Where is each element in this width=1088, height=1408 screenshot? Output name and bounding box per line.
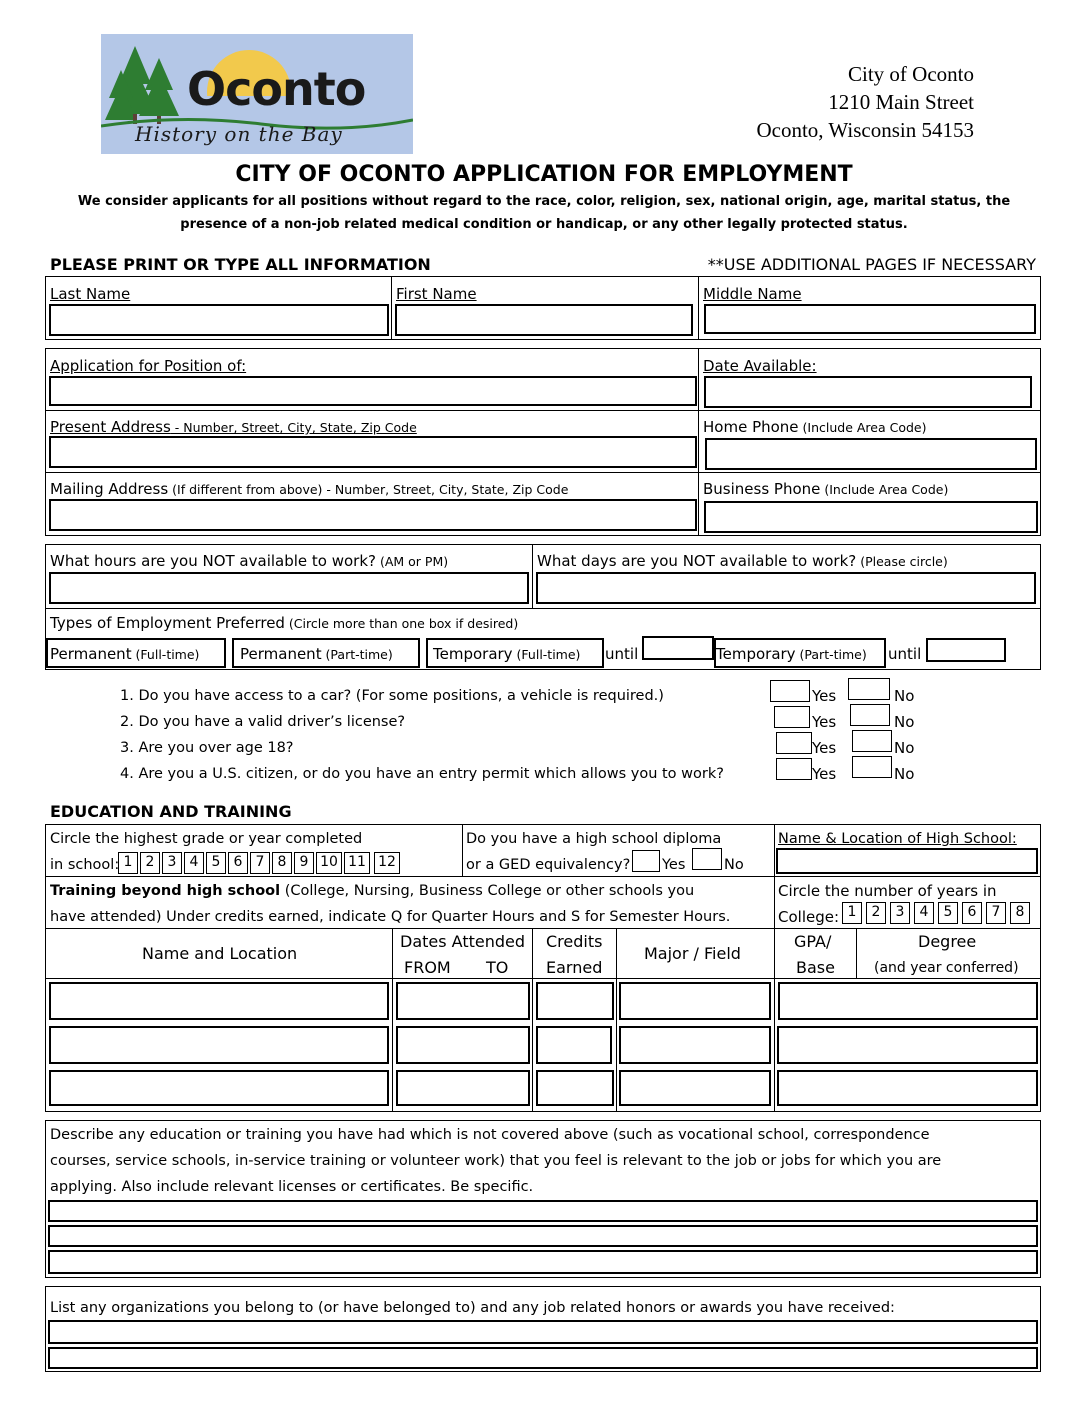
date-available-label: Date Available: <box>703 357 817 375</box>
grade-option[interactable]: 1 <box>118 852 138 874</box>
q1-no-label: No <box>894 687 915 705</box>
present-address-label: Present Address - Number, Street, City, State, Zip Code <box>50 418 417 436</box>
edu-row3-credits-input[interactable] <box>536 1070 614 1106</box>
high-school-input[interactable] <box>776 848 1038 874</box>
grade-label-line2: in school: <box>50 857 120 873</box>
q4-yes-checkbox[interactable] <box>776 758 812 780</box>
diploma-label-line2: or a GED equivalency? <box>466 857 631 873</box>
edu-row3-name-input[interactable] <box>49 1070 389 1106</box>
until-label-1: until <box>605 645 639 663</box>
home-phone-input[interactable] <box>705 438 1037 470</box>
logo-tagline: History on the Bay <box>135 122 343 146</box>
last-name-input[interactable] <box>49 304 389 336</box>
grade-option[interactable]: 9 <box>294 852 314 874</box>
q3-yes-checkbox[interactable] <box>776 732 812 754</box>
col-header-earned: Earned <box>546 958 603 977</box>
edu-row1-credits-input[interactable] <box>536 982 614 1020</box>
organizations-input-line2[interactable] <box>48 1347 1038 1369</box>
q1-yes-label: Yes <box>812 687 837 705</box>
col-header-major: Major / Field <box>644 944 741 963</box>
edu-row3-major-input[interactable] <box>619 1070 771 1106</box>
q3-no-checkbox[interactable] <box>852 730 892 752</box>
instruction-print: PLEASE PRINT OR TYPE ALL INFORMATION <box>50 255 431 274</box>
grade-option[interactable]: 11 <box>344 852 370 874</box>
col-header-degree-hint: (and year conferred) <box>874 960 1019 976</box>
logo-name: Oconto <box>187 62 366 116</box>
diploma-no-label: No <box>724 857 744 873</box>
col-header-base: Base <box>796 958 835 977</box>
address-line2: 1210 Main Street <box>828 90 974 114</box>
q1-yes-checkbox[interactable] <box>770 680 810 702</box>
until-label-2: until <box>888 645 922 663</box>
grade-label-line1: Circle the highest grade or year completed <box>50 831 363 847</box>
college-years-label-line2: College: <box>778 908 840 926</box>
grade-option[interactable]: 8 <box>272 852 292 874</box>
first-name-input[interactable] <box>395 304 693 336</box>
q2-yes-checkbox[interactable] <box>774 706 810 728</box>
date-available-input[interactable] <box>704 376 1032 408</box>
middle-name-input[interactable] <box>704 304 1036 334</box>
position-input[interactable] <box>49 376 697 406</box>
q4-no-checkbox[interactable] <box>852 756 892 778</box>
permanent-part-time-label: Permanent (Part-time) <box>240 645 393 663</box>
describe-line2: courses, service schools, in-service training or volunteer work) that you feel is relevant to the job or jobs for which you are <box>50 1153 942 1169</box>
grade-option[interactable]: 2 <box>140 852 160 874</box>
col-header-to: TO <box>486 958 509 977</box>
employment-types-label: Types of Employment Preferred (Circle more than one box if desired) <box>50 614 519 632</box>
describe-line1: Describe any education or training you have had which is not covered above (such as vocational school, correspondence <box>50 1127 930 1143</box>
edu-row2-name-input[interactable] <box>49 1026 389 1064</box>
grade-option[interactable]: 4 <box>184 852 204 874</box>
college-year-option[interactable]: 3 <box>890 902 910 924</box>
q1-no-checkbox[interactable] <box>848 678 890 700</box>
grade-option[interactable]: 7 <box>250 852 270 874</box>
college-year-option[interactable]: 6 <box>962 902 982 924</box>
hours-input[interactable] <box>49 572 529 604</box>
q2-no-checkbox[interactable] <box>850 704 890 726</box>
q4-no-label: No <box>894 765 915 783</box>
diploma-label-line1: Do you have a high school diploma <box>466 831 722 847</box>
days-label: What days are you NOT available to work? (Please circle) <box>537 552 948 570</box>
home-phone-label: Home Phone (Include Area Code) <box>703 418 927 436</box>
q4-yes-label: Yes <box>812 765 837 783</box>
edu-row1-major-input[interactable] <box>619 982 771 1020</box>
position-label: Application for Position of: <box>50 357 247 375</box>
edu-row2-gpa-degree-input[interactable] <box>777 1026 1038 1064</box>
city-address <box>756 60 974 144</box>
question-2: 2. Do you have a valid driver’s license? <box>120 714 406 730</box>
question-1: 1. Do you have access to a car? (For some positions, a vehicle is required.) <box>120 688 664 704</box>
grade-option[interactable]: 12 <box>374 852 400 874</box>
last-name-label: Last Name <box>50 285 131 303</box>
page-title: CITY OF OCONTO APPLICATION FOR EMPLOYMENT <box>235 162 853 187</box>
college-year-option[interactable]: 1 <box>842 902 862 924</box>
organizations-label: List any organizations you belong to (or have belonged to) and any job related honors or awards you have received: <box>50 1300 895 1316</box>
edu-row3-dates-input[interactable] <box>396 1070 530 1106</box>
training-label-line2: have attended) Under credits earned, indicate Q for Quarter Hours and S for Semester Hours. <box>50 909 731 925</box>
diploma-yes-label: Yes <box>662 857 686 873</box>
edu-row1-gpa-degree-input[interactable] <box>778 982 1038 1020</box>
college-year-option[interactable]: 4 <box>914 902 934 924</box>
grade-option[interactable]: 3 <box>162 852 182 874</box>
organizations-input-line1[interactable] <box>48 1320 1038 1344</box>
disclaimer-line2: presence of a non-job related medical condition or handicap, or any other legally protected status. <box>180 217 908 232</box>
college-year-option[interactable]: 2 <box>866 902 886 924</box>
col-header-degree: Degree <box>918 932 977 951</box>
address-line3: Oconto, Wisconsin 54153 <box>756 118 974 142</box>
q3-no-label: No <box>894 739 915 757</box>
city-logo <box>101 34 413 154</box>
business-phone-input[interactable] <box>704 501 1038 533</box>
temporary-full-time-until-input[interactable] <box>642 636 714 660</box>
question-3: 3. Are you over age 18? <box>120 740 294 756</box>
grade-option[interactable]: 6 <box>228 852 248 874</box>
describe-input-line2[interactable] <box>48 1225 1038 1247</box>
mailing-address-input[interactable] <box>49 499 697 531</box>
diploma-yes-checkbox[interactable] <box>632 850 660 872</box>
q2-no-label: No <box>894 713 915 731</box>
diploma-no-checkbox[interactable] <box>692 848 722 870</box>
temporary-part-time-until-input[interactable] <box>926 638 1006 662</box>
col-header-dates: Dates Attended <box>400 932 526 951</box>
temporary-part-time-label: Temporary (Part-time) <box>716 645 867 663</box>
training-label-line1: Training beyond high school (College, Nursing, Business College or other schools you <box>50 883 695 899</box>
permanent-full-time-label: Permanent (Full-time) <box>50 645 200 663</box>
business-phone-label: Business Phone (Include Area Code) <box>703 480 949 498</box>
col-header-from: FROM <box>404 958 451 977</box>
grade-option[interactable]: 5 <box>206 852 226 874</box>
col-header-name: Name and Location <box>142 944 298 963</box>
edu-row2-dates-input[interactable] <box>396 1026 530 1064</box>
mailing-address-label: Mailing Address (If different from above) - Number, Street, City, State, Zip Code <box>50 480 569 498</box>
high-school-label: Name & Location of High School: <box>778 831 1017 847</box>
edu-row1-name-input[interactable] <box>49 982 389 1020</box>
days-input[interactable] <box>536 572 1036 604</box>
education-heading: EDUCATION AND TRAINING <box>50 802 292 821</box>
col-header-gpa: GPA/ <box>794 932 832 951</box>
college-year-option[interactable]: 7 <box>986 902 1006 924</box>
edu-row1-dates-input[interactable] <box>396 982 530 1020</box>
col-header-credits: Credits <box>546 932 603 951</box>
describe-input-line3[interactable] <box>48 1250 1038 1274</box>
temporary-full-time-label: Temporary (Full-time) <box>433 645 581 663</box>
college-year-option[interactable]: 8 <box>1010 902 1030 924</box>
first-name-label: First Name <box>396 285 477 303</box>
college-years-label-line1: Circle the number of years in <box>778 882 997 900</box>
describe-line3: applying. Also include relevant licenses or certificates. Be specific. <box>50 1179 534 1195</box>
q2-yes-label: Yes <box>812 713 837 731</box>
instruction-pages: **USE ADDITIONAL PAGES IF NECESSARY <box>707 255 1036 274</box>
edu-row2-credits-input[interactable] <box>536 1026 612 1064</box>
edu-row2-major-input[interactable] <box>619 1026 771 1064</box>
college-year-option[interactable]: 5 <box>938 902 958 924</box>
question-4: 4. Are you a U.S. citizen, or do you have an entry permit which allows you to work? <box>120 766 724 782</box>
edu-row3-gpa-degree-input[interactable] <box>777 1070 1038 1106</box>
grade-option[interactable]: 10 <box>316 852 342 874</box>
disclaimer-line1: We consider applicants for all positions without regard to the race, color, religion, sex, national origin, age, marital status, the <box>77 194 1011 209</box>
present-address-input[interactable] <box>49 436 697 468</box>
hours-label: What hours are you NOT available to work? (AM or PM) <box>50 552 449 570</box>
middle-name-label: Middle Name <box>703 285 802 303</box>
address-line1: City of Oconto <box>848 62 974 86</box>
describe-input-line1[interactable] <box>48 1200 1038 1222</box>
q3-yes-label: Yes <box>812 739 837 757</box>
